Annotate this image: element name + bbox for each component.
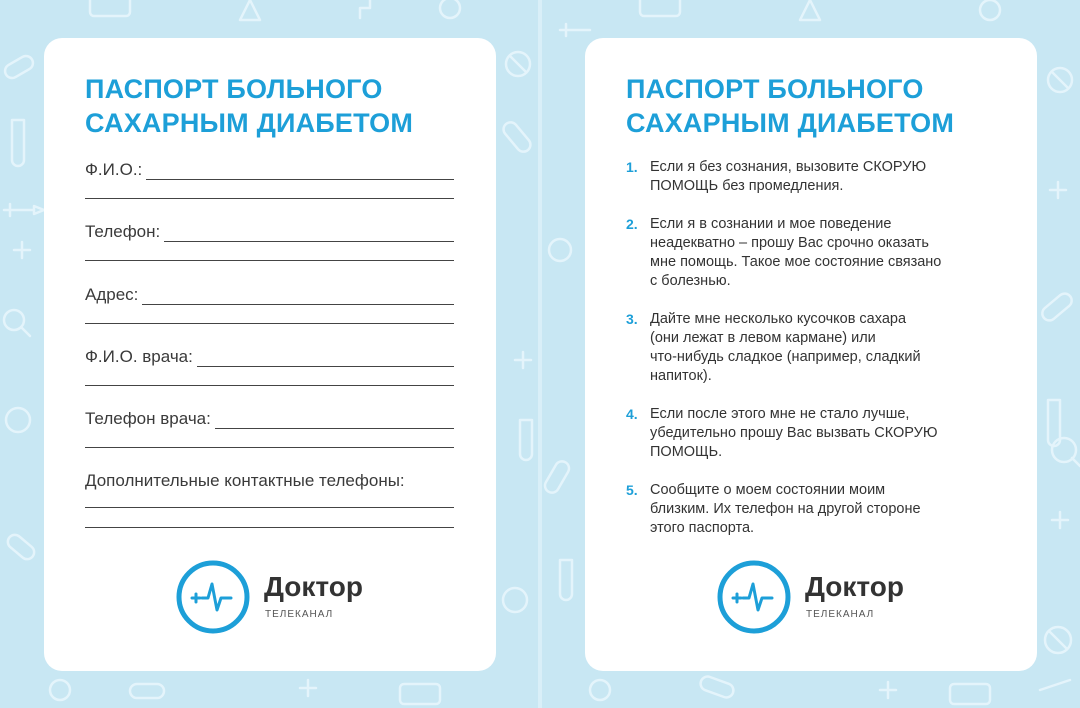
heartbeat-plus-icon: [715, 558, 793, 636]
passport-back-card: [585, 38, 1037, 671]
heartbeat-plus-icon: [174, 558, 252, 636]
field-input-line[interactable]: [142, 286, 454, 305]
field-label: Телефон врача:: [85, 409, 211, 428]
field-doctor-name[interactable]: [85, 345, 454, 386]
list-item: [626, 310, 996, 386]
list-item-number: 3.: [626, 311, 638, 327]
list-item-number: 2.: [626, 216, 638, 232]
list-item: [626, 405, 996, 462]
field-label: Адрес:: [85, 285, 139, 304]
field-label: Ф.И.О.:: [85, 160, 143, 179]
field-label: Дополнительные контактные телефоны:: [85, 471, 405, 490]
list-item-number: 4.: [626, 406, 638, 422]
list-item-text: Если я в сознании и мое поведение неадекватно – прошу Вас срочно оказать мне помощь. Такое мое состояние связано с болезнью.: [650, 216, 942, 289]
field-input-line[interactable]: [146, 161, 454, 180]
field-input-line[interactable]: [197, 348, 454, 367]
doctor-logo: [715, 558, 915, 638]
list-item-text: Дайте мне несколько кусочков сахара (они лежат в левом кармане) или что-нибудь сладкое (например, сладкий напиток).: [650, 311, 921, 384]
field-input-line[interactable]: [85, 527, 454, 528]
field-input-line[interactable]: [85, 198, 454, 199]
passport-front-card: [44, 38, 496, 671]
list-item-number: 5.: [626, 482, 638, 498]
field-input-line[interactable]: [85, 260, 454, 261]
field-input-line[interactable]: [164, 223, 454, 242]
page-divider: [538, 0, 542, 708]
list-item: [626, 215, 996, 291]
logo-name: Доктор: [264, 571, 363, 602]
list-item: [626, 158, 996, 196]
field-extra-phones[interactable]: [85, 469, 454, 528]
list-item: [626, 481, 996, 538]
list-item-text: Если я без сознания, вызовите СКОРУЮ ПОМОЩЬ без промедления.: [650, 159, 927, 194]
logo-subtitle: ТЕЛЕКАНАЛ: [265, 609, 334, 620]
field-input-line[interactable]: [215, 410, 454, 429]
field-input-line[interactable]: [85, 507, 454, 508]
card-title: ПАСПОРТ БОЛЬНОГО САХАРНЫМ ДИАБЕТОМ: [85, 74, 414, 138]
instructions-list: [626, 158, 996, 557]
doctor-logo: [174, 558, 374, 638]
logo-name: Доктор: [805, 571, 904, 602]
logo-subtitle: ТЕЛЕКАНАЛ: [806, 609, 875, 620]
field-input-line[interactable]: [85, 385, 454, 386]
field-address[interactable]: [85, 283, 454, 324]
list-item-text: Сообщите о моем состоянии моим близким. Их телефон на другой стороне этого паспорта.: [650, 482, 921, 536]
field-full-name[interactable]: [85, 158, 454, 199]
field-input-line[interactable]: [85, 323, 454, 324]
field-label: Ф.И.О. врача:: [85, 347, 193, 366]
field-label: Телефон:: [85, 222, 161, 241]
card-title: ПАСПОРТ БОЛЬНОГО САХАРНЫМ ДИАБЕТОМ: [626, 74, 955, 138]
list-item-text: Если после этого мне не стало лучше, убедительно прошу Вас вызвать СКОРУЮ ПОМОЩЬ.: [650, 406, 938, 460]
field-phone[interactable]: [85, 220, 454, 261]
field-input-line[interactable]: [85, 447, 454, 448]
list-item-number: 1.: [626, 159, 638, 175]
field-doctor-phone[interactable]: [85, 407, 454, 448]
